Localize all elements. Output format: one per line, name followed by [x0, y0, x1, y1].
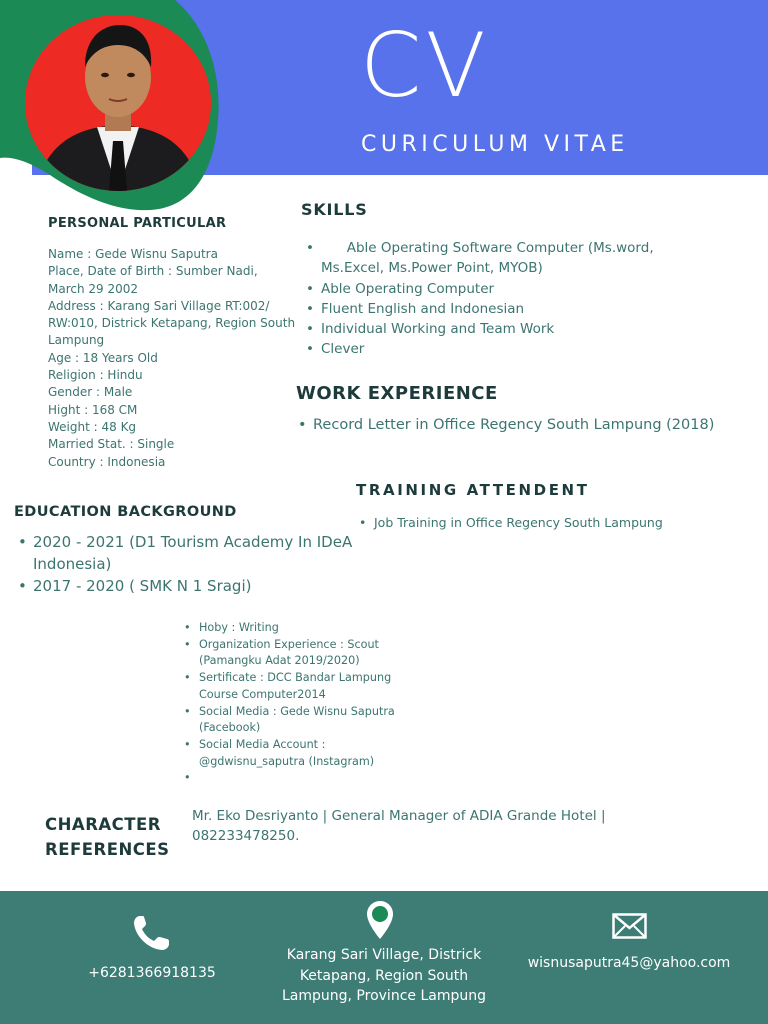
address-text: Karang Sari Village, Districk Ketapang, Region South Lampung, Province Lampung — [282, 947, 486, 1004]
work-experience-heading: WORK EXPERIENCE — [296, 383, 498, 404]
personal-item: Married Stat. : Single — [48, 437, 175, 452]
personal-item: Place, Date of Birth : Sumber Nadi, March 29 2002 — [48, 264, 258, 296]
personal-item: Religion : Hindu — [48, 368, 143, 383]
person-portrait — [25, 15, 211, 191]
mail-icon — [612, 913, 647, 939]
character-references-heading: CHARACTER REFERENCES — [45, 815, 170, 859]
skill-item: • Individual Working and Team Work — [321, 319, 681, 339]
work-item: • Record Letter in Office Regency South Lampung (2018) — [313, 415, 753, 436]
character-references-text: Mr. Eko Desriyanto | General Manager of ADIA Grande Hotel | 082233478250. — [192, 808, 606, 844]
skills-heading: SKILLS — [301, 200, 368, 219]
education-item: • 2017 - 2020 ( SMK N 1 Sragi) — [33, 575, 353, 597]
phone-icon — [132, 914, 172, 952]
extra-item — [199, 770, 419, 787]
skills-list — [321, 238, 681, 360]
personal-item: Country : Indonesia — [48, 454, 166, 469]
training-item: • Job Training in Office Regency South Lampung — [374, 514, 734, 531]
extra-item: • Social Media Account : @gdwisnu_saputra (Instagram) — [199, 737, 419, 770]
personal-item: Address : Karang Sari Village RT:002/ RW:010, Districk Ketapang, Region South Lampung — [48, 298, 296, 348]
training-heading: TRAINING ATTENDENT — [356, 481, 590, 499]
personal-particular-list — [48, 246, 298, 471]
extra-info-list — [199, 620, 419, 787]
work-experience-list — [313, 415, 753, 436]
personal-item: Name : Gede Wisnu Saputra — [48, 247, 218, 261]
personal-item: Weight : 48 Kg — [48, 419, 137, 434]
skill-item: • Fluent English and Indonesian — [321, 299, 681, 319]
extra-item: • Sertificate : DCC Bandar Lampung Course Computer2014 — [199, 670, 419, 703]
education-item: • 2020 - 2021 (D1 Tourism Academy In IDeA Indonesia) — [33, 531, 353, 575]
skill-item: • Able Operating Computer — [321, 279, 681, 299]
skill-item: • Able Operating Software Computer (Ms.word, Ms.Excel, Ms.Power Point, MYOB) — [321, 238, 681, 279]
profile-photo — [25, 15, 211, 191]
personal-item: Age : 18 Years Old — [48, 350, 158, 365]
education-list — [33, 531, 353, 597]
phone-number: +6281366918135 — [88, 965, 216, 981]
extra-item: • Organization Experience : Scout (Pamangku Adat 2019/2020) — [199, 637, 419, 670]
cv-title: CV — [360, 14, 490, 117]
education-heading: EDUCATION BACKGROUND — [14, 504, 237, 520]
extra-item: • Hoby : Writing — [199, 620, 419, 637]
email-address: wisnusaputra45@yahoo.com — [527, 955, 731, 971]
personal-particular-heading: PERSONAL PARTICULAR — [48, 216, 227, 231]
personal-item: Hight : 168 CM — [48, 402, 138, 417]
skill-item: • Clever — [321, 339, 681, 359]
cv-subtitle: CURICULUM VITAE — [361, 132, 629, 157]
personal-item: Gender : Male — [48, 385, 133, 400]
location-pin-icon — [366, 900, 394, 940]
training-list — [374, 514, 734, 531]
extra-item: • Social Media : Gede Wisnu Saputra (Facebook) — [199, 704, 419, 737]
